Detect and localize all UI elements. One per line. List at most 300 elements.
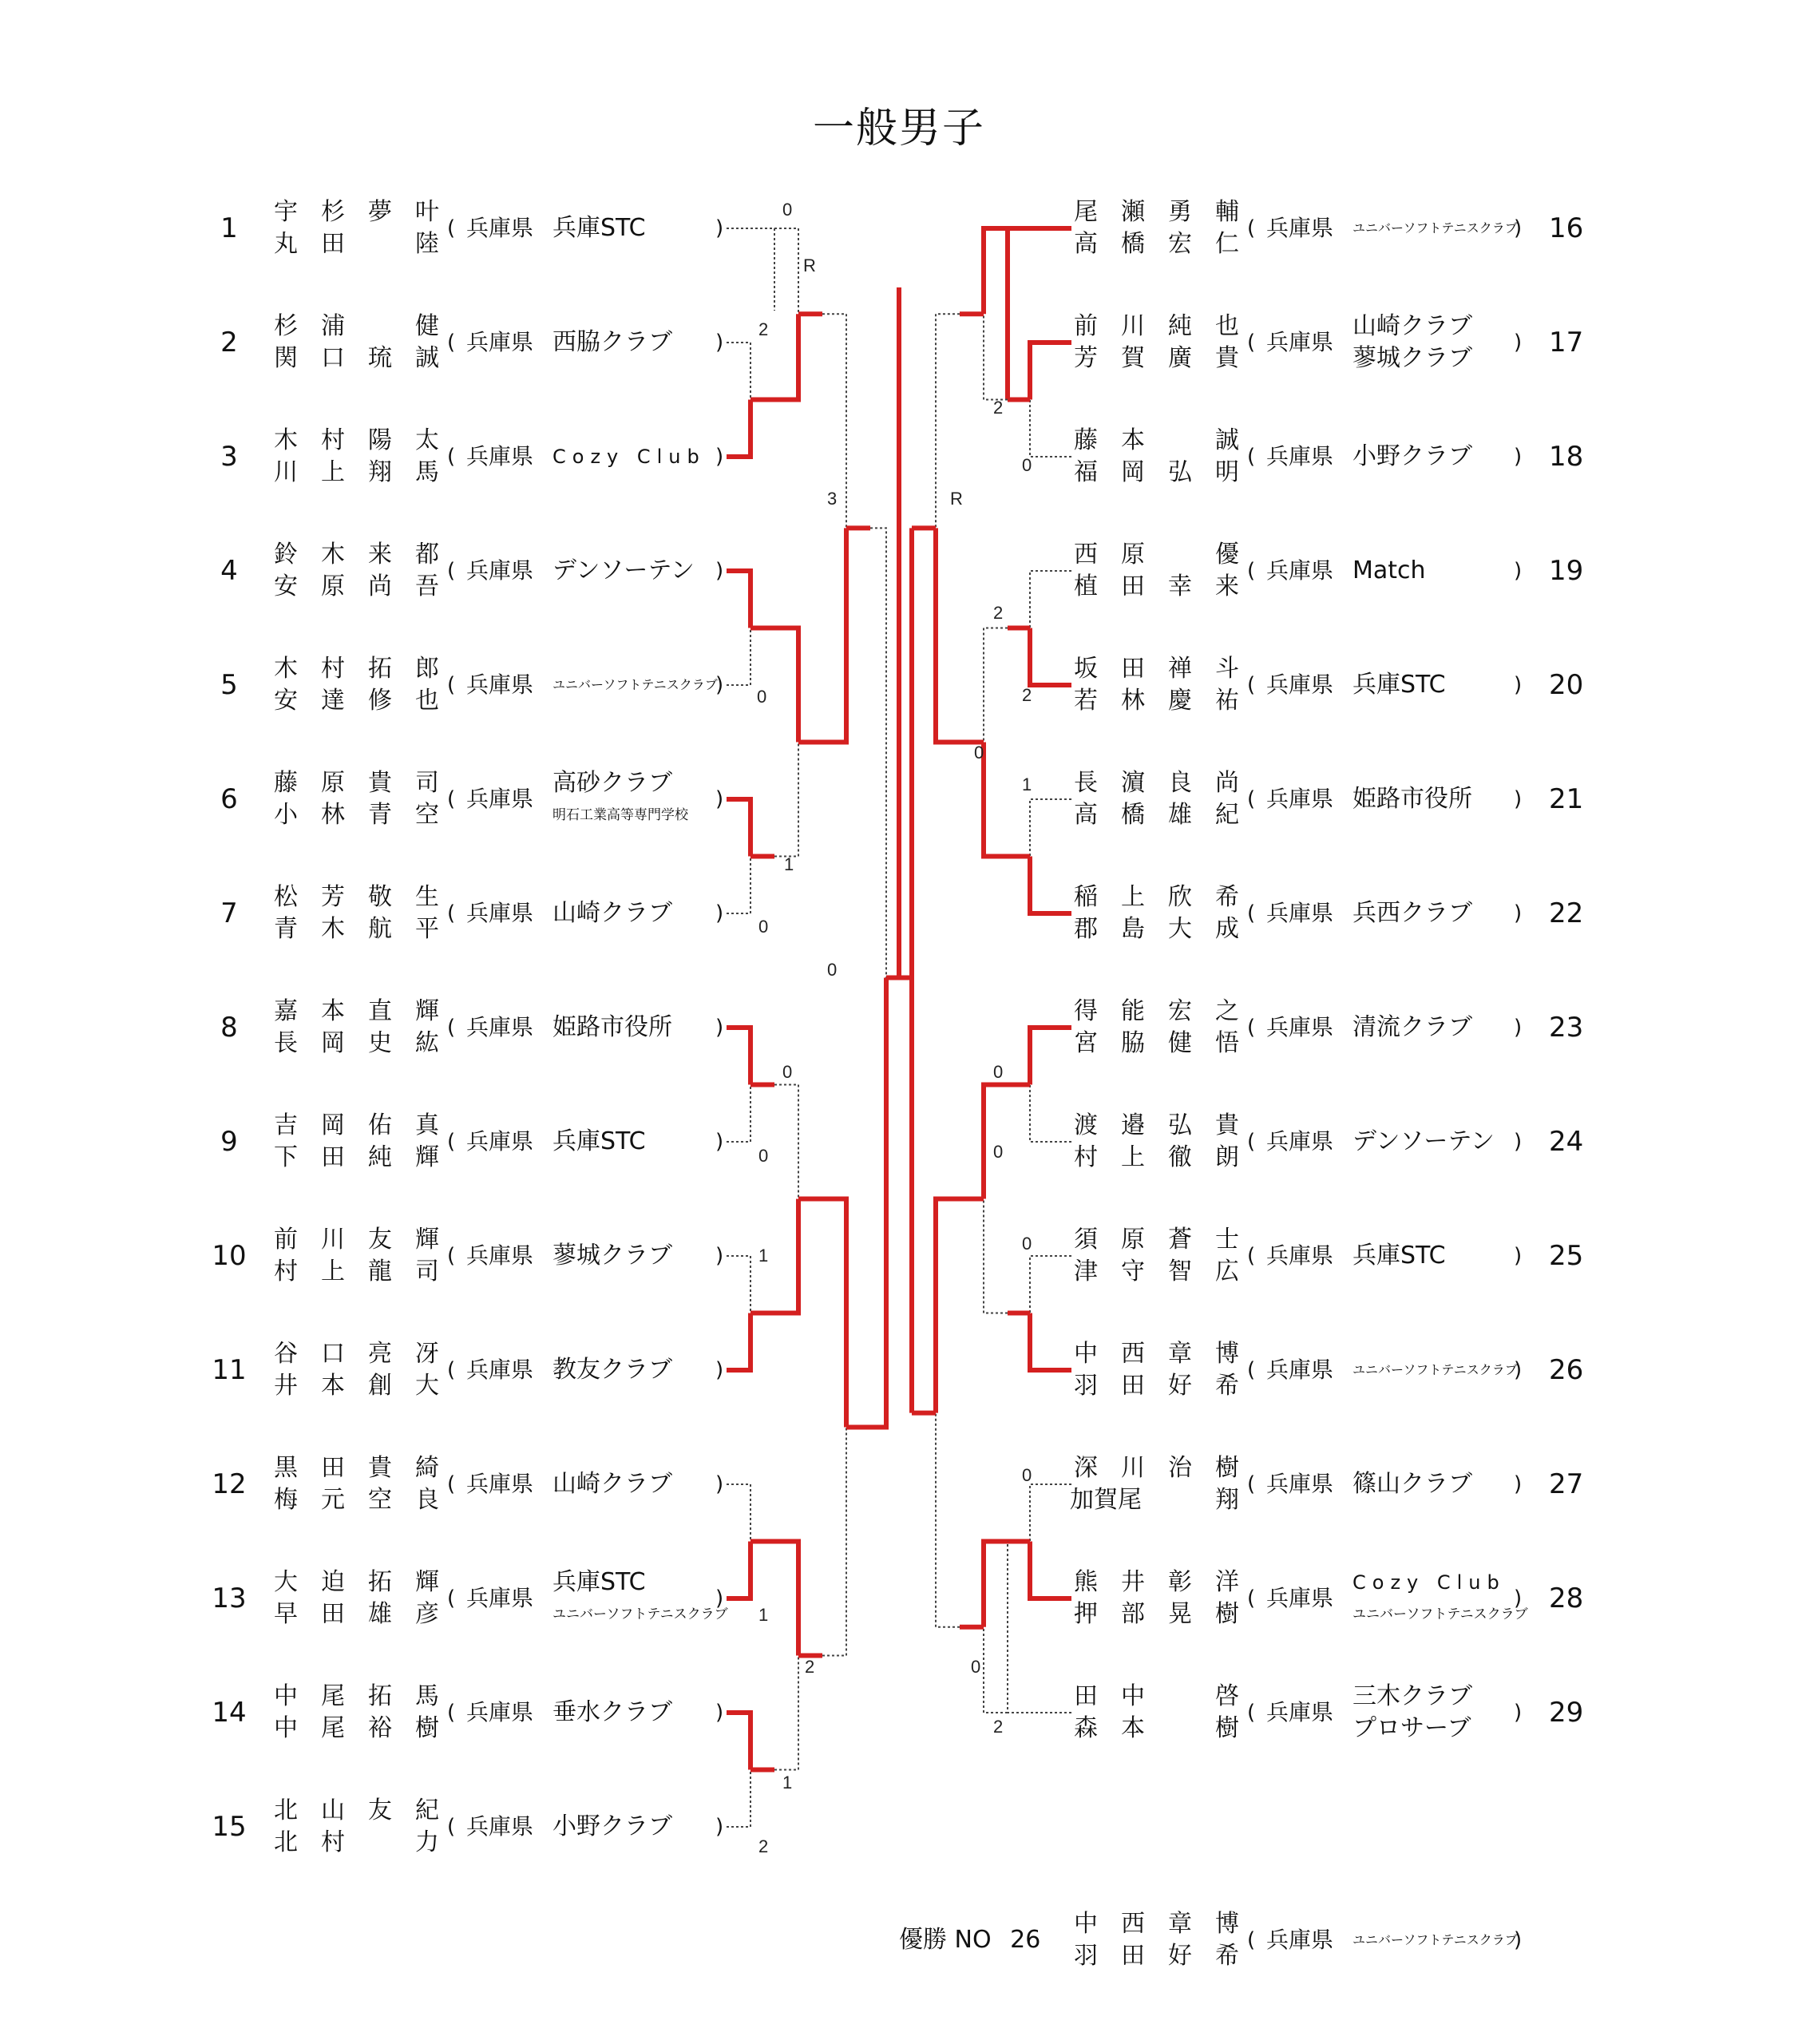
player-1-name (1070, 1110, 1269, 1142)
name-char: 安 (274, 572, 298, 600)
prefecture: 兵庫県 (1266, 329, 1334, 355)
name-char: 藤 (274, 769, 298, 797)
club-name (1352, 1338, 1536, 1402)
name-char: 谷 (274, 1340, 298, 1368)
player-names (1070, 767, 1269, 831)
player-1-name (1070, 1567, 1269, 1598)
player-2-name (1070, 1142, 1269, 1174)
name-char: 廣 (1168, 344, 1192, 372)
name-char: 司 (415, 769, 439, 797)
name-char: 本 (321, 997, 345, 1025)
seed-number: 24 (1549, 1126, 1584, 1158)
name-char: 木 (321, 915, 345, 943)
seed-number: 27 (1549, 1468, 1584, 1500)
name-char: 郎 (415, 655, 439, 683)
name-char: 本 (321, 1372, 345, 1400)
name-char: 吾 (415, 572, 439, 600)
close-paren: ) (1514, 1130, 1523, 1154)
club-line: 三木クラブ (1352, 1682, 1472, 1710)
winner-label-text: 優勝 NO (899, 1926, 992, 1954)
player-names (1070, 1338, 1269, 1402)
club-line: 清流クラブ (1352, 1013, 1472, 1041)
name-char: 村 (274, 1258, 298, 1285)
name-char: 木 (321, 541, 345, 568)
team-entry (0, 196, 1798, 260)
score-label: 2 (1022, 685, 1032, 705)
name-char: 好 (1168, 1942, 1192, 1970)
score-label: 0 (782, 200, 793, 220)
score-label: 3 (827, 489, 838, 509)
name-char: 青 (368, 801, 392, 829)
club-name (1352, 196, 1536, 260)
club-line: ユニバーソフトテニスクラブ (1352, 1362, 1518, 1377)
name-char: 坂 (1074, 655, 1098, 683)
name-char: 部 (1121, 1600, 1145, 1628)
name-char: 紀 (415, 1796, 439, 1824)
name-char: 原 (1121, 1226, 1145, 1254)
seed-number: 9 (220, 1126, 238, 1158)
name-char: 長 (1074, 769, 1098, 797)
name-char: 羽 (1074, 1372, 1098, 1400)
player-1-name (1070, 539, 1269, 571)
name-char: 貴 (368, 1454, 392, 1482)
name-char: 史 (368, 1029, 392, 1057)
player-1-name (270, 1795, 469, 1827)
name-char: 濵 (1121, 769, 1145, 797)
club-name (1352, 1452, 1536, 1516)
prefecture: 兵庫県 (466, 1357, 534, 1383)
name-char: 前 (1074, 312, 1098, 340)
name-char: 輝 (415, 1568, 439, 1596)
prefecture: 兵庫県 (1266, 1585, 1334, 1611)
name-char: 上 (321, 1258, 345, 1285)
name-char: 梅 (274, 1486, 298, 1514)
team-entry (0, 1338, 1798, 1402)
score-label: 2 (758, 319, 769, 339)
name-char: 松 (274, 883, 298, 911)
prefecture: 兵庫県 (1266, 1357, 1334, 1383)
name-char: 仁 (1215, 230, 1239, 258)
name-char: 宮 (1074, 1029, 1098, 1057)
name-char: 輝 (415, 1143, 439, 1171)
close-paren: ) (1514, 1701, 1523, 1725)
close-paren: ) (715, 901, 724, 925)
player-2-name (1070, 1713, 1269, 1745)
name-char: 脇 (1121, 1029, 1145, 1057)
team-entry (0, 1452, 1798, 1516)
name-char: 木 (274, 426, 298, 454)
name-char: 田 (1121, 655, 1145, 683)
name-char: 司 (415, 1258, 439, 1285)
name-char: 西 (1074, 541, 1098, 568)
player-2-name (1070, 799, 1269, 831)
player-2-name (1070, 1940, 1269, 1972)
name-char: 丸 (274, 230, 298, 258)
player-2-name (1070, 457, 1269, 489)
name-char: 航 (368, 915, 392, 943)
score-label: 1 (1022, 774, 1032, 794)
name-char: 祐 (1215, 687, 1239, 715)
name-char: 純 (368, 1143, 392, 1171)
player-names (1070, 1110, 1269, 1174)
name-char: 智 (1168, 1258, 1192, 1285)
name-char: 啓 (1215, 1682, 1239, 1710)
close-paren: ) (715, 673, 724, 697)
close-paren: ) (1514, 559, 1523, 583)
club-line: 垂水クラブ (552, 1698, 672, 1726)
open-paren: ( (1247, 331, 1256, 355)
score-label: 1 (758, 1246, 769, 1266)
name-char: 杉 (321, 198, 345, 226)
club-line: 兵西クラブ (1352, 899, 1472, 927)
name-char: 田 (1121, 1372, 1145, 1400)
name-char: 健 (1168, 1029, 1192, 1057)
open-paren: ( (1247, 1928, 1256, 1952)
seed-number: 13 (212, 1583, 247, 1614)
open-paren: ( (447, 331, 456, 355)
club-line: 山崎クラブ (552, 899, 672, 927)
club-line: ユニバーソフトテニスクラブ (1352, 1606, 1528, 1622)
close-paren: ) (715, 445, 724, 469)
name-char: 中 (1121, 1682, 1145, 1710)
name-char: 田 (321, 1454, 345, 1482)
name-char: 敬 (368, 883, 392, 911)
name-char: 長 (274, 1029, 298, 1057)
player-2-name (1070, 1028, 1269, 1060)
prefecture: 兵庫県 (466, 1585, 534, 1611)
player-2-name (1070, 913, 1269, 945)
close-paren: ) (715, 331, 724, 355)
open-paren: ( (447, 1244, 456, 1268)
club-name (1352, 1908, 1536, 1972)
seed-number: 5 (220, 669, 238, 701)
seed-number: 3 (220, 441, 238, 473)
open-paren: ( (1247, 1130, 1256, 1154)
close-paren: ) (715, 1016, 724, 1040)
name-char: 井 (274, 1372, 298, 1400)
open-paren: ( (447, 901, 456, 925)
name-char: 中 (274, 1714, 298, 1742)
seed-number: 21 (1549, 783, 1584, 815)
close-paren: ) (1514, 216, 1523, 240)
score-label: 0 (1022, 1234, 1032, 1254)
name-char: 希 (1215, 883, 1239, 911)
prefecture: 兵庫県 (1266, 671, 1334, 698)
player-names (1070, 1908, 1269, 1972)
name-char: 川 (321, 1226, 345, 1254)
club-name (552, 1795, 736, 1859)
name-char: 原 (321, 572, 345, 600)
club-line: ユニバーソフトテニスクラブ (1352, 1932, 1518, 1947)
name-char: 杉 (274, 312, 298, 340)
name-char: 洋 (1215, 1568, 1239, 1596)
open-paren: ( (1247, 216, 1256, 240)
name-char: 琉 (368, 344, 392, 372)
score-label: 1 (782, 1773, 793, 1792)
name-char: 誠 (1215, 426, 1239, 454)
name-char: 西 (1121, 1910, 1145, 1938)
name-char: 島 (1121, 915, 1145, 943)
name-char: 郡 (1074, 915, 1098, 943)
name-char: 健 (415, 312, 439, 340)
open-paren: ( (447, 216, 456, 240)
club-line: ユニバーソフトテニスクラブ (552, 677, 718, 692)
name-char: 翔 (368, 458, 392, 486)
name-char: 上 (1121, 883, 1145, 911)
player-names (1070, 996, 1269, 1060)
name-char: 輔 (1215, 198, 1239, 226)
name-char: 橋 (1121, 801, 1145, 829)
open-paren: ( (447, 445, 456, 469)
score-label: 0 (758, 917, 769, 937)
seed-number: 26 (1549, 1354, 1584, 1386)
club-line: 姫路市役所 (1352, 785, 1472, 813)
score-label: 0 (757, 687, 767, 707)
club-line: 小野クラブ (1352, 442, 1472, 470)
name-char: 加賀尾 (1070, 1486, 1142, 1514)
name-char: 亮 (368, 1340, 392, 1368)
name-char: 優 (1215, 541, 1239, 568)
score-label: 1 (784, 854, 794, 874)
player-1-name (1070, 881, 1269, 913)
name-char: 翔 (1215, 1486, 1239, 1514)
name-char: 得 (1074, 997, 1098, 1025)
name-char: 林 (1121, 687, 1145, 715)
name-char: 章 (1168, 1340, 1192, 1368)
name-char: 貴 (368, 769, 392, 797)
team-entry (0, 539, 1798, 603)
prefecture: 兵庫県 (466, 215, 534, 241)
seed-number: 20 (1549, 669, 1584, 701)
score-label: 0 (1022, 455, 1032, 475)
open-paren: ( (447, 1815, 456, 1839)
club-line: 教友クラブ (552, 1356, 672, 1384)
prefecture: 兵庫県 (466, 1242, 534, 1269)
name-char: 章 (1168, 1910, 1192, 1938)
name-char: 尾 (1074, 198, 1098, 226)
name-char: 橋 (1121, 230, 1145, 258)
name-char: 太 (415, 426, 439, 454)
player-2-name (1070, 1370, 1269, 1402)
name-char: 田 (321, 1143, 345, 1171)
club-line: プロサーブ (1352, 1714, 1471, 1742)
club-line: 明石工業高等専門学校 (552, 807, 688, 823)
seed-number: 28 (1549, 1583, 1584, 1614)
open-paren: ( (447, 673, 456, 697)
player-1-name (1070, 1224, 1269, 1256)
name-char: 瀬 (1121, 198, 1145, 226)
name-char: 関 (274, 344, 298, 372)
club-name (1352, 1681, 1536, 1745)
club-line: 高砂クラブ (552, 769, 672, 797)
prefecture: 兵庫県 (466, 557, 534, 584)
name-char: 良 (1168, 769, 1192, 797)
close-paren: ) (715, 216, 724, 240)
name-char: 来 (1215, 572, 1239, 600)
prefecture: 兵庫県 (466, 1128, 534, 1155)
close-paren: ) (715, 1244, 724, 1268)
close-paren: ) (1514, 673, 1523, 697)
name-char: 貴 (1215, 1111, 1239, 1139)
seed-number: 6 (220, 783, 238, 815)
name-char: 村 (321, 655, 345, 683)
name-char: 也 (415, 687, 439, 715)
close-paren: ) (1514, 1928, 1523, 1952)
name-char: 成 (1215, 915, 1239, 943)
score-label: 0 (827, 960, 838, 980)
name-char: 広 (1215, 1258, 1239, 1285)
name-char: 川 (274, 458, 298, 486)
name-char: 羽 (1074, 1942, 1098, 1970)
name-char: 浦 (321, 312, 345, 340)
close-paren: ) (1514, 1358, 1523, 1382)
open-paren: ( (447, 1358, 456, 1382)
player-1-name (1070, 653, 1269, 685)
player-1-name (1070, 425, 1269, 457)
club-line: Cozy Club (1352, 1571, 1506, 1594)
name-char: 空 (368, 1486, 392, 1514)
team-entry (0, 767, 1798, 831)
player-names (1070, 881, 1269, 945)
prefecture: 兵庫県 (466, 786, 534, 812)
name-char: 岡 (1121, 458, 1145, 486)
score-label: 0 (1022, 1465, 1032, 1485)
club-line: 兵庫STC (552, 1568, 646, 1596)
open-paren: ( (1247, 1016, 1256, 1040)
name-char: 好 (1168, 1372, 1192, 1400)
name-char: 下 (274, 1143, 298, 1171)
name-char: 綺 (415, 1454, 439, 1482)
close-paren: ) (715, 559, 724, 583)
name-char: 慶 (1168, 687, 1192, 715)
player-2-name (1070, 571, 1269, 603)
prefecture: 兵庫県 (1266, 786, 1334, 812)
club-name (1352, 1567, 1536, 1630)
name-char: 林 (321, 801, 345, 829)
player-names (1070, 1567, 1269, 1630)
seed-number: 19 (1549, 555, 1584, 587)
name-char: 植 (1074, 572, 1098, 600)
name-char: 雄 (368, 1600, 392, 1628)
name-char: 田 (1074, 1682, 1098, 1710)
name-char: 友 (368, 1796, 392, 1824)
name-char: 樹 (1215, 1454, 1239, 1482)
player-names (1070, 1681, 1269, 1745)
name-char: 之 (1215, 997, 1239, 1025)
score-label: 2 (758, 1836, 769, 1856)
player-names (1070, 196, 1269, 260)
name-char: 北 (274, 1828, 298, 1856)
player-2-name (1070, 343, 1269, 374)
name-char: 弘 (1168, 1111, 1192, 1139)
prefecture: 兵庫県 (1266, 215, 1334, 241)
club-line: Match (1352, 557, 1426, 584)
name-char: 友 (368, 1226, 392, 1254)
name-char: 博 (1215, 1910, 1239, 1938)
name-char: 幸 (1168, 572, 1192, 600)
team-entry (0, 311, 1798, 374)
name-char: 勇 (1168, 198, 1192, 226)
team-entry (0, 881, 1798, 945)
name-char: 彰 (1168, 1568, 1192, 1596)
player-1-name (1070, 1452, 1269, 1484)
player-names (1070, 311, 1269, 374)
player-names (1070, 1224, 1269, 1288)
player-names (270, 1795, 469, 1859)
name-char: 本 (1121, 426, 1145, 454)
player-2-name (1070, 1598, 1269, 1630)
open-paren: ( (447, 787, 456, 811)
name-char: 鈴 (274, 541, 298, 568)
open-paren: ( (1247, 1358, 1256, 1382)
seed-number: 15 (212, 1811, 247, 1843)
name-char: 晃 (1168, 1600, 1192, 1628)
name-char: 空 (415, 801, 439, 829)
name-char: 村 (321, 426, 345, 454)
name-char: 吉 (274, 1111, 298, 1139)
score-label: R (803, 256, 816, 275)
prefecture: 兵庫県 (466, 900, 534, 926)
name-char: 上 (321, 458, 345, 486)
seed-number: 16 (1549, 212, 1584, 244)
team-entry (0, 1567, 1798, 1630)
name-char: 青 (274, 915, 298, 943)
name-char: 冴 (415, 1340, 439, 1368)
seed-number: 23 (1549, 1012, 1584, 1044)
seed-number: 2 (220, 327, 238, 358)
open-paren: ( (447, 1586, 456, 1610)
name-char: 深 (1074, 1454, 1098, 1482)
open-paren: ( (447, 1472, 456, 1496)
name-char: 大 (415, 1372, 439, 1400)
club-line: ユニバーソフトテニスクラブ (1352, 220, 1518, 236)
score-label: 0 (993, 1062, 1004, 1082)
close-paren: ) (1514, 1586, 1523, 1610)
seed-number: 18 (1549, 441, 1584, 473)
name-char: 達 (321, 687, 345, 715)
name-char: 大 (1168, 915, 1192, 943)
name-char: 岡 (321, 1111, 345, 1139)
name-char: 純 (1168, 312, 1192, 340)
club-name (1352, 539, 1536, 603)
name-char: 能 (1121, 997, 1145, 1025)
name-char: 佑 (368, 1111, 392, 1139)
name-char: 津 (1074, 1258, 1098, 1285)
name-char: 尚 (1215, 769, 1239, 797)
name-char: 賀 (1121, 344, 1145, 372)
seed-number: 29 (1549, 1697, 1584, 1729)
name-char: 陸 (415, 230, 439, 258)
name-char: 高 (1074, 801, 1098, 829)
name-char: 森 (1074, 1714, 1098, 1742)
name-char: 直 (368, 997, 392, 1025)
close-paren: ) (715, 1815, 724, 1839)
prefecture: 兵庫県 (466, 671, 534, 698)
team-entry (0, 1681, 1798, 1745)
name-char: 尚 (368, 572, 392, 600)
club-line: デンソーテン (1352, 1127, 1495, 1155)
player-2-name (1070, 1484, 1269, 1516)
seed-number: 12 (212, 1468, 247, 1500)
club-line: 小野クラブ (552, 1812, 672, 1840)
club-line: 山崎クラブ (1352, 312, 1472, 340)
prefecture: 兵庫県 (466, 1471, 534, 1497)
open-paren: ( (447, 1701, 456, 1725)
seed-number: 17 (1549, 327, 1584, 358)
seed-number: 14 (212, 1697, 247, 1729)
name-char: 本 (1121, 1714, 1145, 1742)
name-char: 来 (368, 541, 392, 568)
